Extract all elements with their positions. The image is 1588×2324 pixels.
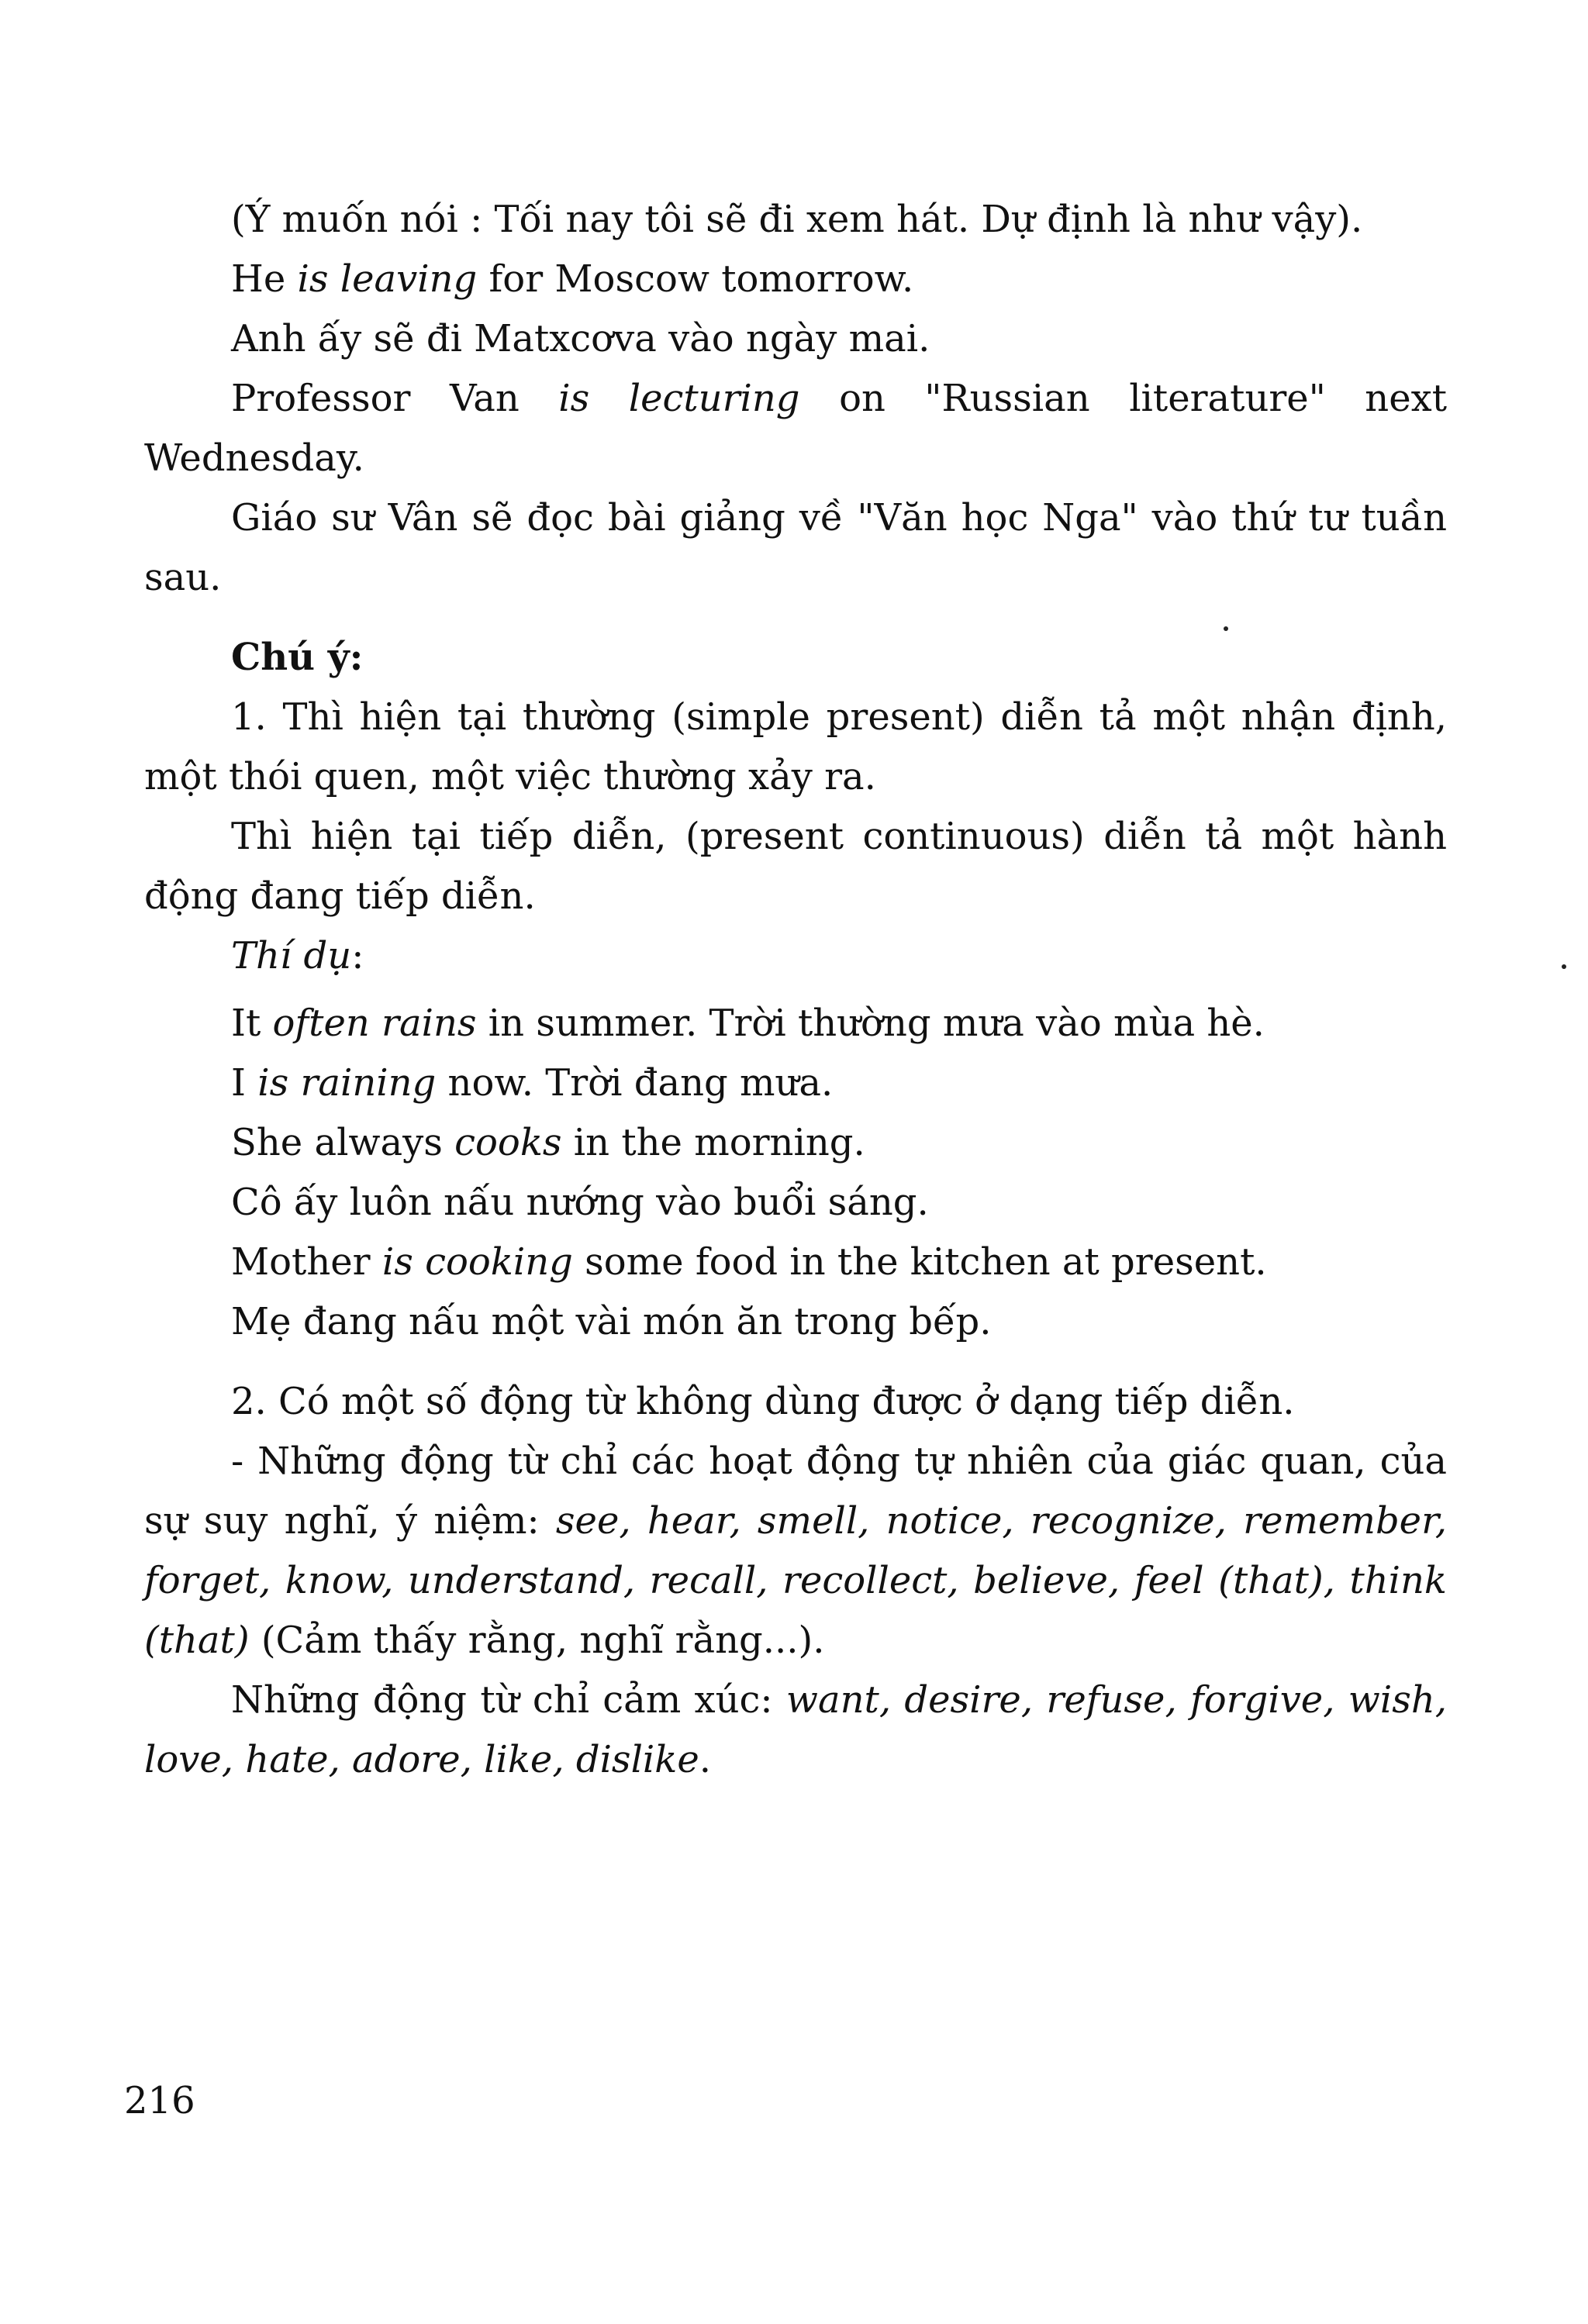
text-run: I [231,1061,258,1105]
italic-text: Thí dụ [231,934,352,978]
text-run: Professor Van [231,377,559,420]
page-number: 216 [124,2079,195,2122]
text-run: . [699,1738,712,1781]
text-run: He [231,257,298,301]
section-heading: Chú ý: [231,636,364,679]
paragraph [144,994,1447,1053]
text-run: 1. Thì hiện tại thường (simple present) diễn tả một nhận định, một thói quen, một việc thường xảy ra. [144,695,1447,798]
italic-text: want, desire, refuse, forgive, wish, love, hate, adore, like, dislike [144,1678,1448,1781]
text-run: It [231,1002,273,1045]
italic-text: is lecturing [558,377,800,420]
paragraph [144,1372,1447,1432]
text-run: 2. Có một số động từ không dùng được ở dạng tiếp diễn. [231,1380,1295,1423]
text-run: on "Russian literature" next Wednesday. [144,377,1447,480]
text-run: Mother [231,1240,382,1284]
text-run: in the morning. [561,1121,865,1164]
paragraph [144,688,1447,807]
text-run: (Cảm thấy rằng, nghĩ rằng...). [249,1619,825,1662]
italic-text: see, hear, smell, notice, recognize, remember, forget, know, understand, recall, recollect, believe, feel (that), think (that) [144,1499,1447,1662]
text-run: Những động từ chỉ cảm xúc: [231,1678,786,1722]
italic-text: is leaving [297,257,478,301]
paragraph [144,309,1447,369]
paragraph [144,1053,1447,1113]
italic-text: is raining [257,1061,437,1105]
italic-text: often rains [272,1002,477,1045]
text-run: for Moscow tomorrow. [477,257,914,301]
text-run: Cô ấy luôn nấu nướng vào buổi sáng. [231,1181,929,1224]
text-run: - Những động từ chỉ các hoạt động tự nhiên của giác quan, của sự suy nghĩ, ý niệm: [144,1440,1447,1543]
text-run: Anh ấy sẽ đi Matxcơva vào ngày mai. [231,317,930,360]
paragraph [144,1173,1447,1233]
scan-speck [1562,964,1566,969]
text-run: now. Trời đang mưa. [436,1061,834,1105]
text-run: (Ý muốn nói : Tối nay tôi sẽ đi xem hát. Dự định là như vậy). [231,198,1363,241]
paragraph [144,1671,1447,1790]
paragraph [144,1292,1447,1352]
text-run: : [351,934,364,978]
paragraph [144,369,1447,488]
paragraph [144,926,1447,986]
page-body-text [144,190,1447,1790]
text-run: in summer. Trời thường mưa vào mùa hè. [476,1002,1265,1045]
paragraph [144,1432,1447,1671]
text-run: some food in the kitchen at present. [572,1240,1267,1284]
paragraph [144,250,1447,309]
text-run: She always [231,1121,455,1164]
paragraph [144,1233,1447,1292]
italic-text: is cooking [381,1240,573,1284]
paragraph [144,190,1447,250]
paragraph [144,807,1447,926]
text-run: Thì hiện tại tiếp diễn, (present continuous) diễn tả một hành động đang tiếp diễn. [144,815,1447,918]
text-run: Giáo sư Vân sẽ đọc bài giảng về "Văn học Nga" vào thứ tư tuần sau. [144,496,1447,599]
italic-text: cooks [454,1121,562,1164]
paragraph [144,488,1447,608]
paragraph [144,628,1447,688]
scan-speck [1224,626,1228,631]
text-run: Mẹ đang nấu một vài món ăn trong bếp. [231,1300,992,1343]
paragraph [144,1113,1447,1173]
